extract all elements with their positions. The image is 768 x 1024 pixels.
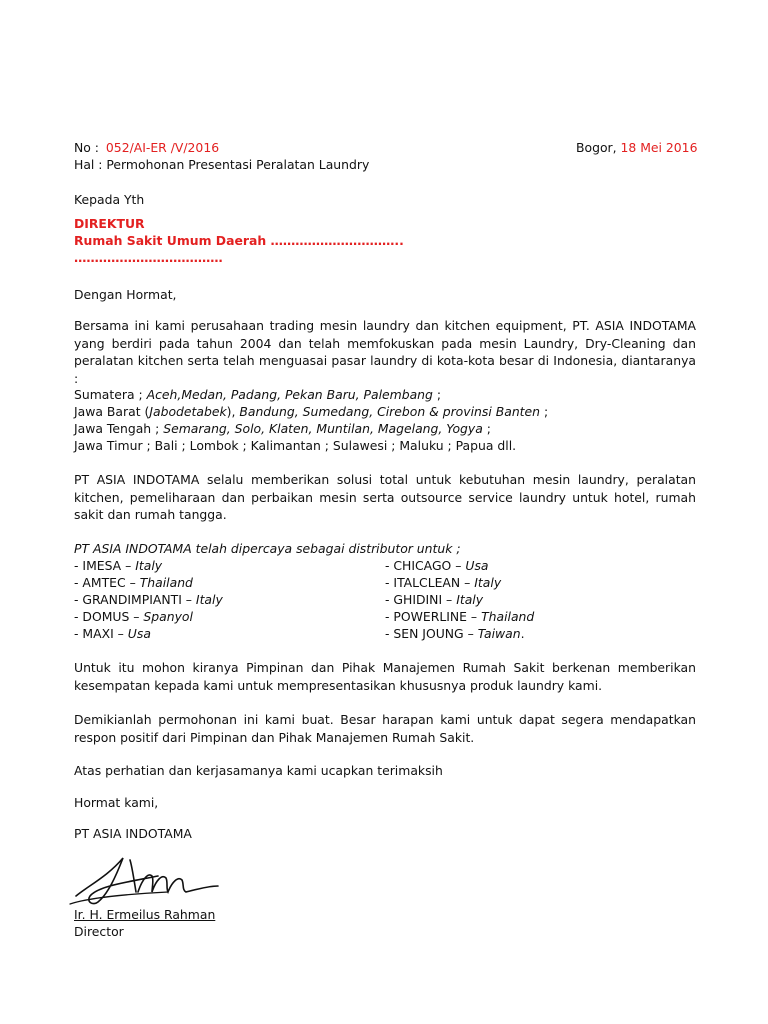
- distributor-brand: - CHICAGO –: [385, 558, 466, 573]
- distributor-brand: - GRANDIMPIANTI –: [74, 592, 196, 607]
- date-value: 18 Mei 2016: [620, 140, 698, 155]
- distributor-brand: - ITALCLEAN –: [385, 575, 475, 590]
- distributor-country: Italy: [474, 575, 502, 590]
- distributor-brand: - MAXI –: [74, 626, 128, 641]
- paragraph-thanks: Atas perhatian dan kerjasamanya kami ucapkan terimaksih: [74, 763, 443, 778]
- distributor-country: Usa: [127, 626, 151, 641]
- distributor-suffix: .: [520, 626, 525, 641]
- distributor-country: Italy: [195, 592, 223, 607]
- region-jawa-timur: Jawa Timur ; Bali ; Lombok ; Kalimantan ; Sulawesi ; Maluku ; Papua dll.: [74, 438, 517, 453]
- distributor-country: Thailand: [139, 575, 193, 590]
- number-value: 052/AI-ER /V/2016: [105, 140, 220, 155]
- distributor-brand: - SEN JOUNG –: [385, 626, 478, 641]
- letter-number: [74, 140, 219, 155]
- closing-salutation: Hormat kami,: [74, 795, 159, 810]
- distributor-item: [74, 558, 162, 573]
- greeting: Dengan Hormat,: [74, 287, 177, 302]
- recipient-kepada: Kepada Yth: [74, 192, 145, 207]
- number-label: No :: [74, 140, 99, 155]
- distributor-brand: - DOMUS –: [74, 609, 144, 624]
- distributor-item: [74, 592, 223, 607]
- distributor-brand: - IMESA –: [74, 558, 136, 573]
- distributor-brand: - AMTEC –: [74, 575, 140, 590]
- distributor-brand: - POWERLINE –: [385, 609, 482, 624]
- paragraph-intro: Bersama ini kami perusahaan trading mesin laundry dan kitchen equipment, PT. ASIA INDOTAMA yang berdiri pada tahun 2004 dan telah memfokuskan pada mesin Laundry, Dry-Cleaning dan peralatan kitchen serta telah menguasai pasar laundry di kota-kota besar di Indonesia, diantaranya :: [74, 318, 696, 386]
- subject-line: Hal : Permohonan Presentasi Peralatan Laundry: [74, 157, 370, 172]
- distributor-country: Italy: [456, 592, 484, 607]
- signature-image: [68, 846, 228, 910]
- distributor-item: [385, 592, 483, 607]
- distributor-item: [385, 558, 489, 573]
- paragraph-solutions: PT ASIA INDOTAMA selalu memberikan solusi total untuk kebutuhan mesin laundry, peralatan kitchen, pemeliharaan dan perbaikan mesin serta outsource service laundry untuk hotel, rumah sakit dan rumah tangga.: [74, 472, 696, 522]
- signer-title: Director: [74, 924, 124, 939]
- region-jawa-tengah: Jawa Tengah ; Semarang, Solo, Klaten, Muntilan, Magelang, Yogya ;: [74, 421, 491, 436]
- company-name: PT ASIA INDOTAMA: [74, 826, 192, 841]
- paragraph-closing: Demikianlah permohonan ini kami buat. Besar harapan kami untuk dapat segera mendapatkan respon positif dari Pimpinan dan Pihak Manajemen Rumah Sakit.: [74, 712, 696, 745]
- distributor-item: [385, 626, 525, 641]
- region-jawa-barat: Jawa Barat (Jabodetabek), Bandung, Sumedang, Cirebon & provinsi Banten ;: [74, 404, 549, 419]
- distributor-country: Usa: [465, 558, 489, 573]
- distributor-country: Taiwan: [477, 626, 521, 641]
- date-city: Bogor,: [576, 140, 617, 155]
- distributor-brand: - GHIDINI –: [385, 592, 457, 607]
- distributor-country: Thailand: [481, 609, 535, 624]
- recipient-title: DIREKTUR: [74, 216, 145, 231]
- distributor-item: [385, 609, 534, 624]
- distributor-item: [385, 575, 501, 590]
- recipient-address: ………………………………: [74, 250, 223, 265]
- distributor-item: [74, 626, 151, 641]
- distributor-country: Italy: [135, 558, 163, 573]
- signer-name: Ir. H. Ermeilus Rahman: [74, 907, 216, 922]
- distributor-country: Spanyol: [143, 609, 193, 624]
- paragraph-request: Untuk itu mohon kiranya Pimpinan dan Pihak Manajemen Rumah Sakit berkenan memberikan kesempatan kepada kami untuk mempresentasikan khususnya produk laundry kami.: [74, 660, 696, 693]
- letter-date: [576, 140, 697, 155]
- region-sumatera: Sumatera ; Aceh,Medan, Padang, Pekan Baru, Palembang ;: [74, 387, 442, 402]
- distributor-item: [74, 609, 193, 624]
- recipient-institution: Rumah Sakit Umum Daerah …………………………..: [74, 233, 404, 248]
- distributor-intro: PT ASIA INDOTAMA telah dipercaya sebagai distributor untuk ;: [74, 541, 461, 556]
- distributor-item: [74, 575, 193, 590]
